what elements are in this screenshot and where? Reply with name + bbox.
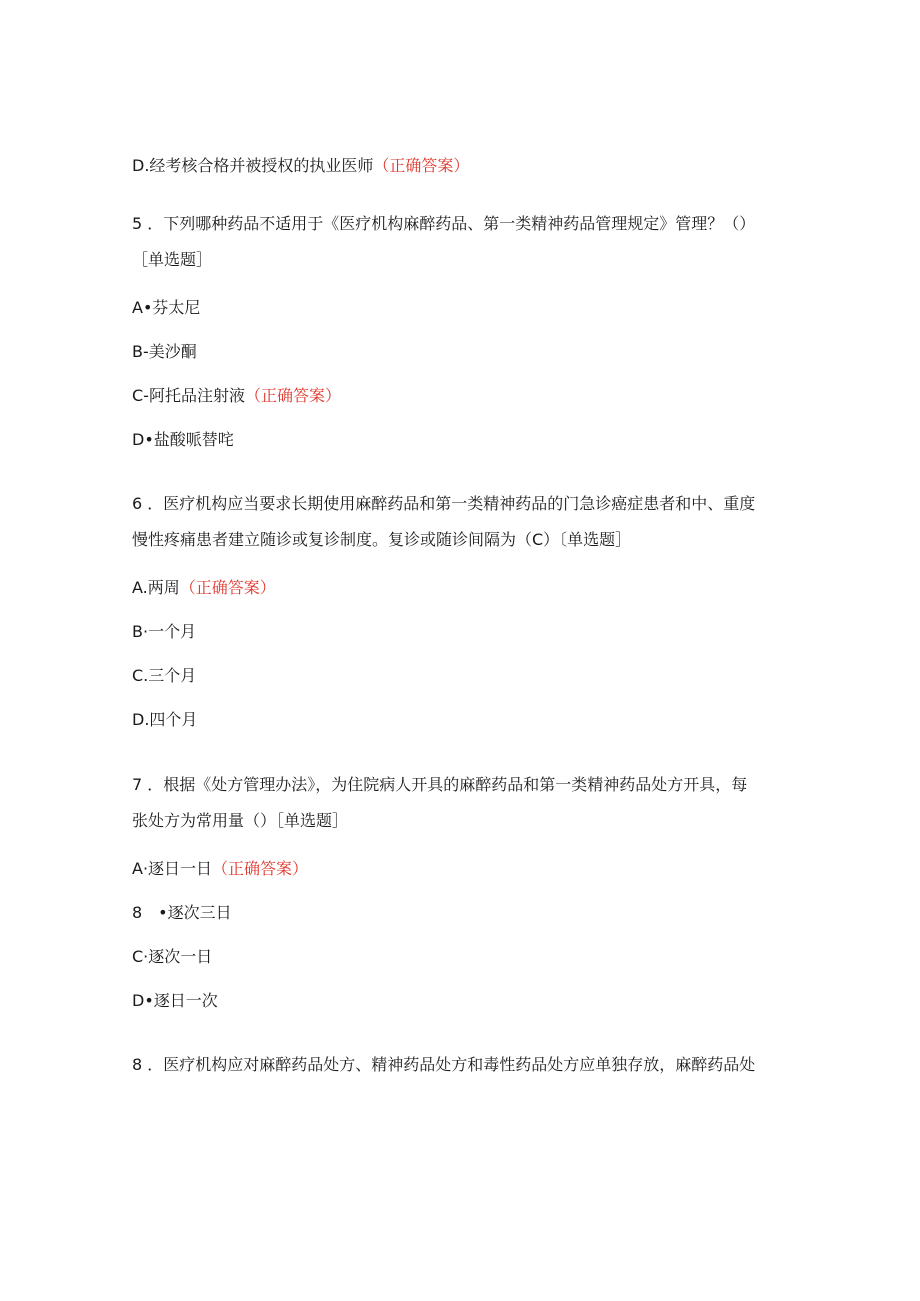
question-6-option-b: B·一个月	[132, 622, 197, 641]
question-6-option-a: A.两周（正确答案）	[132, 578, 276, 597]
question-5-option-d: D•盐酸哌替咤	[132, 430, 234, 449]
question-7-stem-line1: 7 ．根据《处方管理办法》，为住院病人开具的麻醉药品和第一类精神药品处方开具，每	[132, 775, 748, 794]
question-5-option-a: A•芬太尼	[132, 298, 201, 317]
question-7-option-d: D•逐日一次	[132, 991, 218, 1010]
correct-answer-mark: （正确答案）	[212, 859, 309, 878]
question-7-option-a: A·逐日一日（正确答案）	[132, 859, 309, 878]
question-6-stem-line1: 6 ．医疗机构应当要求长期使用麻醉药品和第一类精神药品的门急诊癌症患者和中、重度	[132, 494, 756, 513]
question-7-option-b: 8 •逐次三日	[132, 903, 232, 922]
option-d-prev: D.经考核合格并被授权的执业医师（正确答案）	[132, 156, 470, 175]
question-7-option-c: C·逐次一日	[132, 947, 213, 966]
correct-answer-mark: （正确答案）	[244, 386, 341, 405]
correct-answer-mark: （正确答案）	[373, 156, 470, 175]
question-5-stem-line1: 5 ．下列哪种药品不适用于《医疗机构麻醉药品、第一类精神药品管理规定》管理？（）	[132, 214, 756, 233]
correct-answer-mark: （正确答案）	[179, 578, 276, 597]
question-5-option-c: C-阿托品注射液（正确答案）	[132, 386, 341, 405]
question-7-stem-line2: 张处方为常用量（）［单选题］	[132, 811, 349, 830]
question-5-option-b: B-美沙酮	[132, 342, 197, 361]
question-6-stem-line2: 慢性疼痛患者建立随诊或复诊制度。复诊或随诊间隔为（C）〔单选题］	[132, 530, 632, 549]
question-6-option-d: D.四个月	[132, 710, 198, 729]
question-6-option-c: C.三个月	[132, 666, 197, 685]
question-5-stem-line2: ［单选题］	[132, 250, 213, 269]
question-8-stem-line1: 8 ．医疗机构应对麻醉药品处方、精神药品处方和毒性药品处方应单独存放，麻醉药品处	[132, 1055, 756, 1074]
